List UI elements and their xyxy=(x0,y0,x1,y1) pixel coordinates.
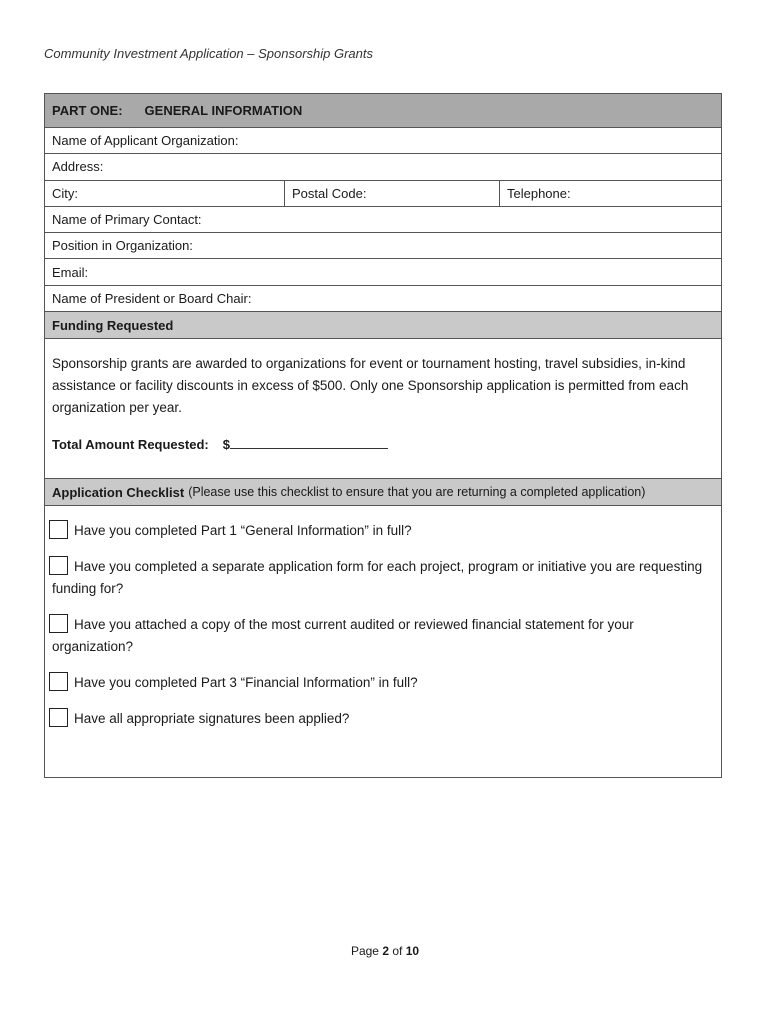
total-pages: 10 xyxy=(405,944,420,958)
of-word: of xyxy=(392,944,403,958)
city-postal-phone-row xyxy=(45,181,721,207)
total-amount-row xyxy=(52,434,714,456)
telephone-field[interactable]: Telephone: xyxy=(507,185,571,201)
checkbox[interactable] xyxy=(49,556,68,575)
part-one-header xyxy=(45,94,721,128)
total-amount-input[interactable] xyxy=(230,436,388,449)
checklist-item-text: Have you completed a separate application form for each project, program or initiative you are requesting funding for? xyxy=(52,559,703,597)
checkbox[interactable] xyxy=(49,672,68,691)
checklist-note: (Please use this checklist to ensure that you are returning a completed application) xyxy=(188,485,646,500)
page-number: 2 xyxy=(382,944,389,958)
checklist-header xyxy=(45,479,721,506)
checklist-item xyxy=(52,672,714,694)
checklist-item xyxy=(52,556,714,600)
primary-contact-field[interactable]: Name of Primary Contact: xyxy=(45,207,721,233)
page-word: Page xyxy=(350,944,379,958)
org-name-field[interactable]: Name of Applicant Organization: xyxy=(45,128,721,154)
checkbox[interactable] xyxy=(49,614,68,633)
application-form xyxy=(44,93,722,778)
checklist-item-text: Have all appropriate signatures been applied? xyxy=(74,711,350,727)
currency-symbol: $ xyxy=(222,437,230,453)
funding-description: Sponsorship grants are awarded to organizations for event or tournament hosting, travel subsidies, in-kind assistance or facility discounts in excess of $500. Only one Sponsorship application is permitted from each organization per year. xyxy=(52,356,689,416)
address-field[interactable]: Address: xyxy=(45,154,721,180)
checklist-item-text: Have you attached a copy of the most current audited or reviewed financial statement for your organization? xyxy=(52,617,634,655)
checklist-title: Application Checklist xyxy=(52,484,185,500)
checklist-items xyxy=(45,506,721,730)
page-footer xyxy=(0,944,770,958)
checkbox[interactable] xyxy=(49,520,68,539)
part-label: PART ONE: xyxy=(52,103,123,118)
city-field[interactable]: City: xyxy=(45,181,285,206)
checklist-item xyxy=(52,520,714,542)
president-field[interactable]: Name of President or Board Chair: xyxy=(45,286,721,312)
funding-header: Funding Requested xyxy=(45,312,721,339)
checkbox[interactable] xyxy=(49,708,68,727)
checklist-item-text: Have you completed Part 3 “Financial Information” in full? xyxy=(74,675,418,691)
section-title: GENERAL INFORMATION xyxy=(144,103,303,118)
checklist-item-text: Have you completed Part 1 “General Information” in full? xyxy=(74,523,412,539)
position-field[interactable]: Position in Organization: xyxy=(45,233,721,259)
postal-code-field[interactable]: Postal Code: xyxy=(285,181,500,206)
total-amount-label: Total Amount Requested: xyxy=(52,437,209,453)
email-field[interactable]: Email: xyxy=(45,259,721,285)
checklist-item xyxy=(52,614,714,658)
page-header: Community Investment Application – Sponsorship Grants xyxy=(44,46,374,61)
funding-section xyxy=(45,339,721,479)
checklist-item xyxy=(52,708,714,730)
